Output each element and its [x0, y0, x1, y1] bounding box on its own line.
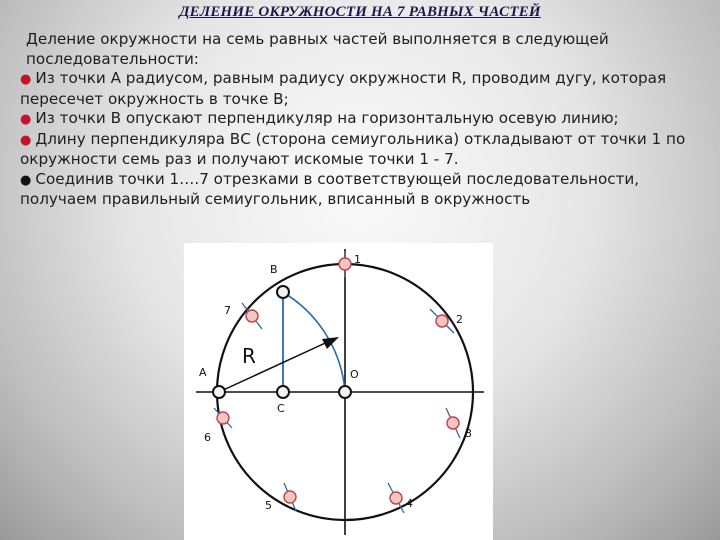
heptagon-points: [217, 258, 459, 504]
label-4: 4: [406, 497, 413, 510]
label-3: 3: [465, 427, 472, 440]
step-4-text: Соединив точки 1….7 отрезками в соответствующей последовательности, получаем правильный семиугольник, вписанный в окружность: [20, 169, 640, 208]
construction-drawing: [184, 243, 493, 540]
label-b: B: [270, 263, 278, 276]
point-a: [213, 386, 225, 398]
label-1: 1: [354, 253, 361, 266]
intro-paragraph: Деление окружности на семь равных частей выполняется в следующей последовательности:: [26, 30, 609, 68]
page-title: ДЕЛЕНИЕ ОКРУЖНОСТИ НА 7 РАВНЫХ ЧАСТЕЙ: [179, 4, 541, 20]
label-r: R: [242, 344, 256, 368]
label-c: C: [277, 402, 285, 415]
point-3: [447, 417, 459, 429]
bullet-icon: ●: [20, 112, 32, 127]
label-2: 2: [456, 313, 463, 326]
point-b: [277, 286, 289, 298]
point-2: [436, 315, 448, 327]
step-2-text: Из точки В опускают перпендикуляр на горизонтальную осевую линию;: [35, 109, 619, 127]
point-7: [246, 310, 258, 322]
bullet-icon: ●: [20, 132, 32, 148]
label-7: 7: [224, 304, 231, 317]
bullet-icon: ●: [20, 72, 32, 87]
radius-line: [219, 339, 334, 392]
point-o: [339, 386, 351, 398]
step-1: [20, 69, 710, 109]
bullet-icon: ●: [20, 172, 32, 188]
point-c: [277, 386, 289, 398]
label-o: O: [350, 368, 359, 381]
point-6: [217, 412, 229, 424]
heptagon-construction-figure: [184, 243, 493, 540]
point-5: [284, 491, 296, 503]
step-3: [20, 130, 710, 170]
construction-arc: [279, 290, 345, 392]
step-2: [20, 109, 710, 130]
label-5: 5: [265, 499, 272, 512]
point-4: [390, 492, 402, 504]
point-1: [339, 258, 351, 270]
step-1-text: Из точки А радиусом, равным радиусу окружности R, проводим дугу, которая пересечет окружность в точке В;: [20, 69, 667, 108]
description-text: [20, 30, 710, 210]
step-4: [20, 170, 710, 210]
label-a: A: [199, 366, 207, 379]
step-3-text: Длину перпендикуляра ВС (сторона семиугольника) откладывают от точки 1 по окружности семь раз и получают искомые точки 1 - 7.: [20, 129, 686, 168]
radius-arrowhead: [322, 337, 339, 349]
label-6: 6: [204, 431, 211, 444]
